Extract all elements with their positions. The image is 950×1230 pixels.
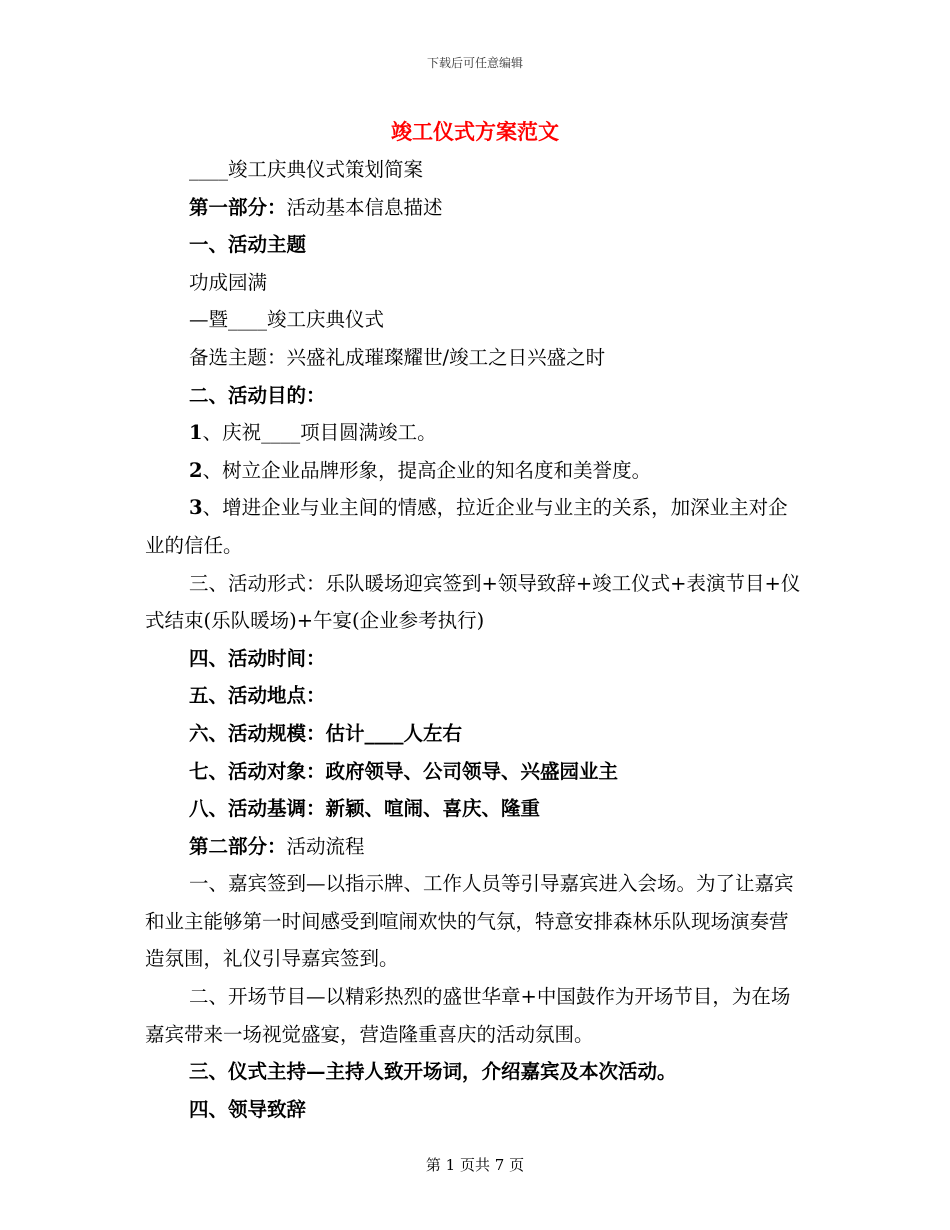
part-one-heading [145,189,807,227]
theme-line-2: —暨____竣工庆典仪式 [189,308,385,332]
goal-number-2: 2 [189,458,203,482]
theme-alternative: 备选主题：兴盛礼成璀璨耀世/竣工之日兴盛之时 [189,345,606,369]
theme-line-1: 功成园满 [189,270,268,294]
goal-item-2 [145,452,807,490]
section-tone: 八、活动基调：新颖、喧闹、喜庆、隆重 [189,797,541,821]
goal-number-1: 1 [189,421,203,445]
part-two-label: 第二部分： [189,834,287,858]
goal-item-1 [145,414,807,452]
section-time: 四、活动时间： [189,646,326,670]
flow-step-4: 四、领导致辞 [189,1097,307,1121]
page-footer: 第 1 页共 7 页 [425,1156,525,1174]
section-audience: 七、活动对象：政府领导、公司领导、兴盛园业主 [189,759,619,783]
document-title: 竣工仪式方案范文 [391,119,559,144]
part-two-heading [145,828,807,866]
goal-text-2: 、树立企业品牌形象，提高企业的知名度和美誉度。 [202,458,652,482]
part-one-text: 活动基本信息描述 [286,195,443,219]
section-goal-heading: 二、活动目的： [189,383,326,407]
part-two-text: 活动流程 [286,834,365,858]
subtitle-line: ____竣工庆典仪式策划简案 [189,158,424,181]
goal-item-3 [145,489,807,564]
section-theme-heading: 一、活动主题 [189,233,307,257]
flow-step-2: 二、开场节目—以精彩热烈的盛世华章+中国鼓作为开场节目，为在场嘉宾带来一场视觉盛宴，营造隆重喜庆的活动氛围。 [145,985,791,1046]
flow-step-1: 一、嘉宾签到—以指示牌、工作人员等引导嘉宾进入会场。为了让嘉宾和业主能够第一时间感受到喧闹欢快的气氛，特意安排森林乐队现场演奏营造氛围，礼仪引导嘉宾签到。 [145,872,794,971]
section-form: 三、活动形式：乐队暖场迎宾签到+领导致辞+竣工仪式+表演节目+仪式结束(乐队暖场)+午宴(企业参考执行) [145,571,801,633]
goal-text-1: 、庆祝____项目圆满竣工。 [202,421,437,445]
header-note: 下载后可任意编辑 [426,56,523,70]
document-body [145,151,807,1128]
goal-number-3: 3 [189,496,203,520]
section-scale: 六、活动规模：估计____人左右 [189,721,463,745]
flow-step-3: 三、仪式主持—主持人致开场词，介绍嘉宾及本次活动。 [189,1060,677,1084]
part-one-label: 第一部分： [189,195,287,219]
goal-text-3: 、增进企业与业主间的情感，拉近企业与业主的关系，加深业主对企业的信任。 [145,496,788,557]
section-location: 五、活动地点： [189,684,326,708]
